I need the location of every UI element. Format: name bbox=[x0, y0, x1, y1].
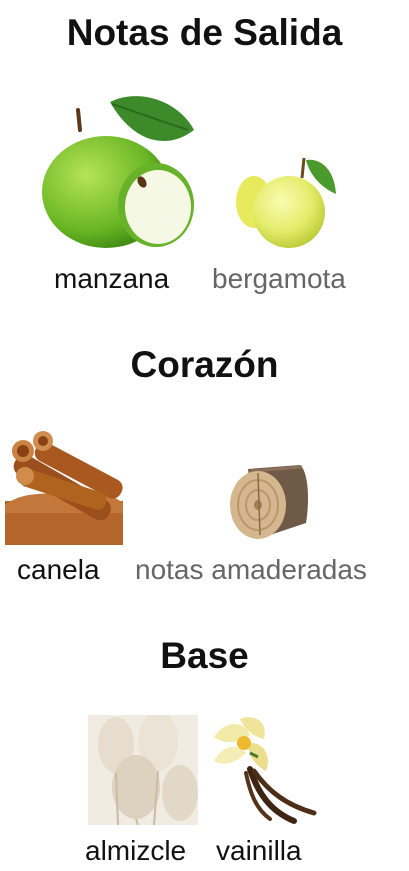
section-title-base-notes: Base bbox=[160, 635, 249, 676]
note-label: almizcle bbox=[85, 835, 187, 866]
note-label: bergamota bbox=[212, 263, 346, 294]
section-title-top-notes: Notas de Salida bbox=[66, 12, 343, 53]
note-canela bbox=[5, 423, 123, 585]
note-almizcle bbox=[85, 715, 198, 866]
note-manzana bbox=[38, 90, 198, 294]
note-vainilla bbox=[210, 713, 320, 866]
cinnamon-icon bbox=[5, 423, 123, 545]
note-notas-amaderadas bbox=[135, 463, 367, 585]
musk-icon bbox=[88, 715, 198, 825]
note-label: vainilla bbox=[216, 835, 302, 866]
note-bergamota bbox=[212, 150, 346, 294]
note-label: canela bbox=[17, 554, 100, 585]
wood-log-icon bbox=[228, 463, 310, 543]
green-apple-icon bbox=[38, 90, 198, 250]
note-label: manzana bbox=[54, 263, 170, 294]
note-label: notas amaderadas bbox=[135, 554, 367, 585]
section-title-heart-notes: Corazón bbox=[130, 344, 279, 385]
vanilla-flower-icon bbox=[210, 713, 320, 825]
bergamot-icon bbox=[212, 150, 342, 255]
